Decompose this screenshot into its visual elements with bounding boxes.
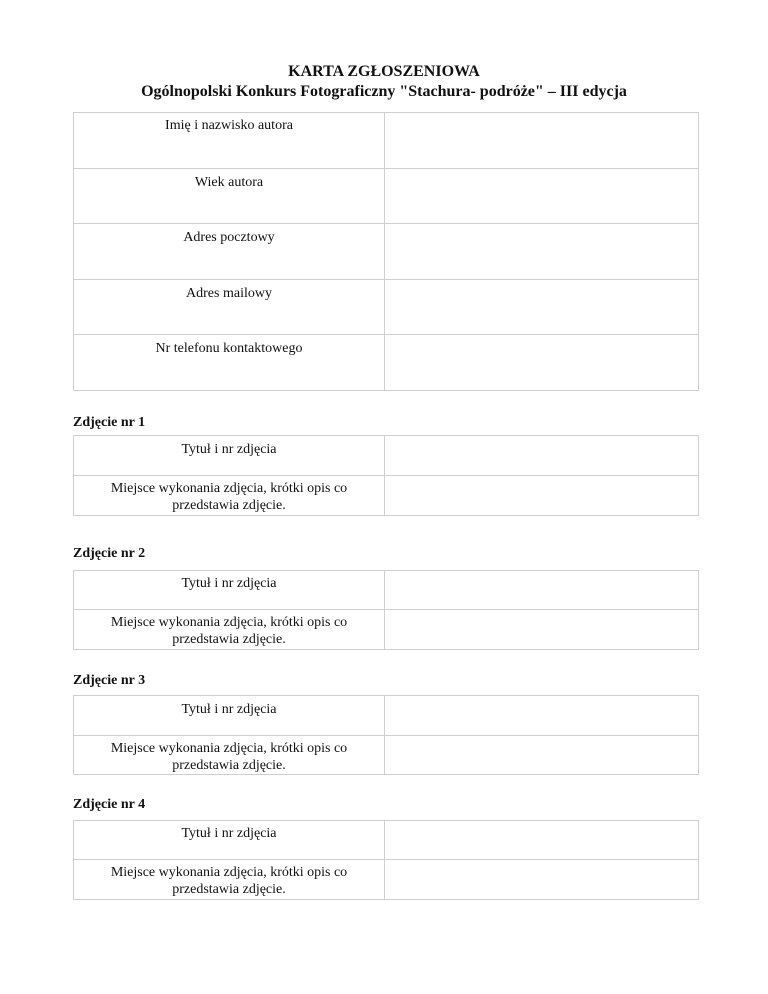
photo-4-desc-label-line2: przedstawia zdjęcie. (172, 882, 286, 897)
author-table (73, 112, 699, 391)
form-header (0, 62, 768, 102)
photo-4-desc-field[interactable] (385, 860, 699, 900)
author-row-address (74, 224, 699, 280)
author-row-phone (74, 335, 699, 391)
form-subtitle: Ogólnopolski Konkurs Fotograficzny "Stachura- podróże" – III edycja (141, 83, 627, 100)
photo-3-desc-field[interactable] (385, 736, 699, 775)
author-age-label: Wiek autora (74, 169, 385, 224)
form-title: KARTA ZGŁOSZENIOWA (288, 63, 480, 80)
photo-2-desc-row (74, 610, 699, 650)
photo-4-desc-row (74, 860, 699, 900)
photo-1-title-label: Tytuł i nr zdjęcia (74, 436, 385, 476)
photo-2-title-label: Tytuł i nr zdjęcia (74, 571, 385, 610)
postal-address-field[interactable] (385, 224, 699, 280)
photo-4-title-label: Tytuł i nr zdjęcia (74, 821, 385, 860)
photo-2-table (73, 570, 699, 650)
photo-3-title-field[interactable] (385, 696, 699, 736)
photo-4-title-row (74, 821, 699, 860)
photo-2-title-field[interactable] (385, 571, 699, 610)
phone-field[interactable] (385, 335, 699, 391)
photo-2-desc-field[interactable] (385, 610, 699, 650)
photo-2-title-row (74, 571, 699, 610)
photo-2-heading: Zdjęcie nr 2 (73, 546, 146, 561)
photo-1-desc-label (74, 476, 385, 516)
photo-3-desc-row (74, 736, 699, 775)
phone-label: Nr telefonu kontaktowego (74, 335, 385, 391)
photo-4-desc-label-line1: Miejsce wykonania zdjęcia, krótki opis co (110, 865, 348, 880)
photo-3-desc-label-line1: Miejsce wykonania zdjęcia, krótki opis co (110, 741, 348, 756)
photo-1-heading: Zdjęcie nr 1 (73, 415, 146, 430)
photo-4-table (73, 820, 699, 900)
photo-3-table (73, 695, 699, 775)
photo-2-desc-label-line1: Miejsce wykonania zdjęcia, krótki opis co (110, 615, 348, 630)
postal-address-label: Adres pocztowy (74, 224, 385, 280)
author-row-name (74, 113, 699, 169)
author-name-field[interactable] (385, 113, 699, 169)
photo-3-desc-label (74, 736, 385, 775)
photo-3-desc-label-line2: przedstawia zdjęcie. (172, 758, 286, 773)
photo-1-desc-label-line1: Miejsce wykonania zdjęcia, krótki opis co (110, 481, 348, 496)
author-row-email (74, 280, 699, 335)
photo-1-table (73, 435, 699, 516)
email-field[interactable] (385, 280, 699, 335)
author-age-field[interactable] (385, 169, 699, 224)
author-name-label: Imię i nazwisko autora (74, 113, 385, 169)
photo-1-title-field[interactable] (385, 436, 699, 476)
photo-1-title-row (74, 436, 699, 476)
photo-3-title-row (74, 696, 699, 736)
photo-3-heading: Zdjęcie nr 3 (73, 673, 146, 688)
email-label: Adres mailowy (74, 280, 385, 335)
photo-1-desc-row (74, 476, 699, 516)
photo-1-desc-label-line2: przedstawia zdjęcie. (172, 498, 286, 513)
photo-1-desc-field[interactable] (385, 476, 699, 516)
photo-3-title-label: Tytuł i nr zdjęcia (74, 696, 385, 736)
photo-4-desc-label (74, 860, 385, 900)
photo-4-title-field[interactable] (385, 821, 699, 860)
photo-4-heading: Zdjęcie nr 4 (73, 797, 146, 812)
photo-2-desc-label (74, 610, 385, 650)
photo-2-desc-label-line2: przedstawia zdjęcie. (172, 632, 286, 647)
author-row-age (74, 169, 699, 224)
